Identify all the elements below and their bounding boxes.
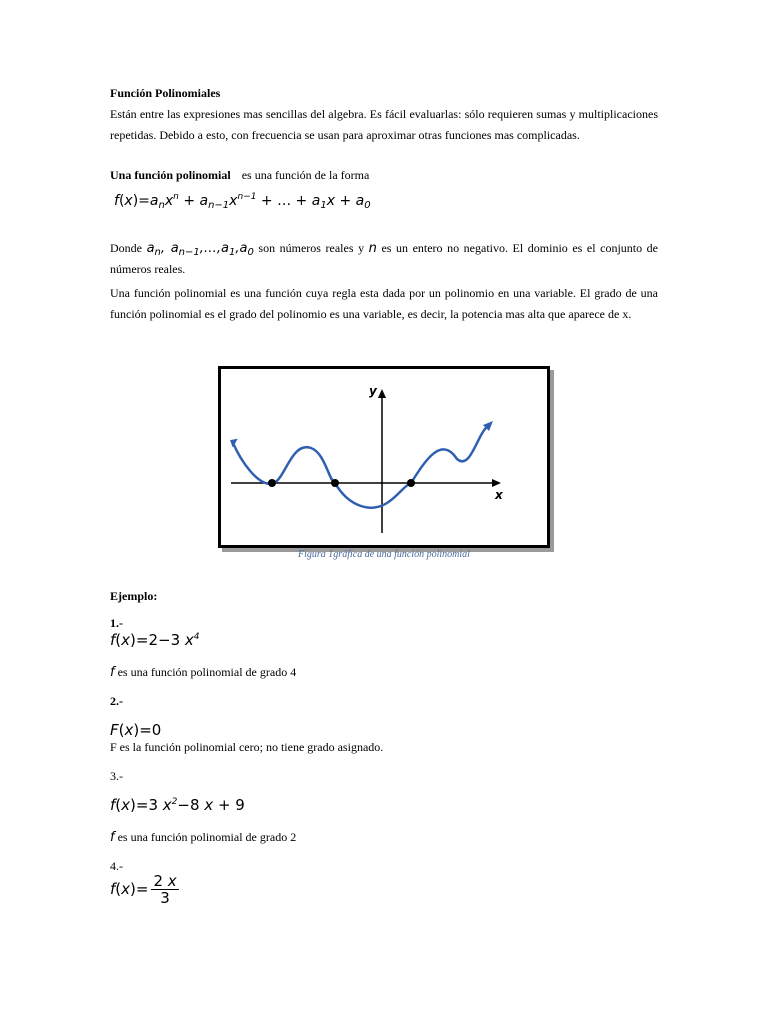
general-polynomial-formula: $f(x)=a_nx^n + a_{n-1}x^{n-1}$ + … + $a_1x + a_0$	[114, 192, 371, 211]
example-1-formula: f(x)=2−3 $x^4$	[110, 631, 200, 649]
example-2-label: 2.-	[110, 694, 123, 708]
donde-lead: Donde	[110, 241, 142, 255]
example-1-label: 1.-	[110, 616, 123, 630]
polynomial-curve	[233, 425, 489, 508]
section-heading: Función Polinomiales	[110, 86, 221, 100]
example-1-description	[110, 665, 296, 680]
variable-n: n	[368, 241, 377, 256]
donde-paragraph	[110, 238, 658, 280]
x-axis-label: x	[495, 488, 503, 502]
polynomial-figure	[218, 366, 550, 548]
coefficient-list: $a_n$, $a_{n-1},\dots,a_1,a_0$	[146, 241, 254, 258]
definition-rest: es una función de la forma	[241, 168, 370, 182]
example-heading: Ejemplo:	[110, 589, 158, 603]
example-3-description	[110, 830, 296, 845]
example-3-formula: f(x)=3 $x^2-8$ x + 9	[110, 796, 245, 814]
example-1-text: es una función polinomial de grado 4	[117, 665, 297, 679]
intro-paragraph: Están entre las expresiones mas sencillas del algebra. Es fácil evaluarlas: sólo requieren sumas y multiplicaciones repetidas. Debido a esto, con frecuencia se usan para aproximar otras funciones mas complicadas.	[110, 107, 658, 142]
example-2-description: F es la función polinomial cero; no tiene grado asignado.	[110, 740, 384, 754]
example-3-label: 3.-	[110, 769, 123, 783]
x-axis-arrow	[492, 479, 501, 487]
y-axis-label: y	[369, 384, 377, 398]
donde-middle: son números reales y	[258, 241, 365, 255]
figure-caption: Figura 1gráfica de una función polinomial	[298, 549, 470, 560]
example-4-fraction: $\frac{2 x}{3}$	[153, 872, 177, 907]
definition-line	[110, 168, 369, 183]
donde-tail: es un entero no negativo. El dominio es el conjunto de números reales.	[110, 241, 658, 276]
y-axis-arrow	[378, 389, 386, 398]
curve-arrow-left	[228, 436, 238, 448]
root-point-3	[407, 479, 415, 487]
example-4-formula: f(x)= $\frac{2 x}{3}$	[110, 872, 177, 907]
example-1-f: f	[110, 665, 115, 680]
example-3-text: es una función polinomial de grado 2	[117, 830, 297, 844]
definition-term: Una función polinomial	[110, 168, 231, 182]
example-2-formula: F(x)=0	[110, 721, 162, 739]
root-point-2	[331, 479, 339, 487]
example-3-f: f	[110, 830, 115, 845]
definition-paragraph: Una función polinomial es una función cuya regla esta dada por un polinomio en una variable. El grado de una función polinomial es el grado del polinomio es una variable, es decir, la potencia mas alta que aparece de x.	[110, 286, 658, 321]
example-4-label: 4.-	[110, 859, 123, 873]
root-point-1	[268, 479, 276, 487]
polynomial-graph	[221, 369, 547, 545]
